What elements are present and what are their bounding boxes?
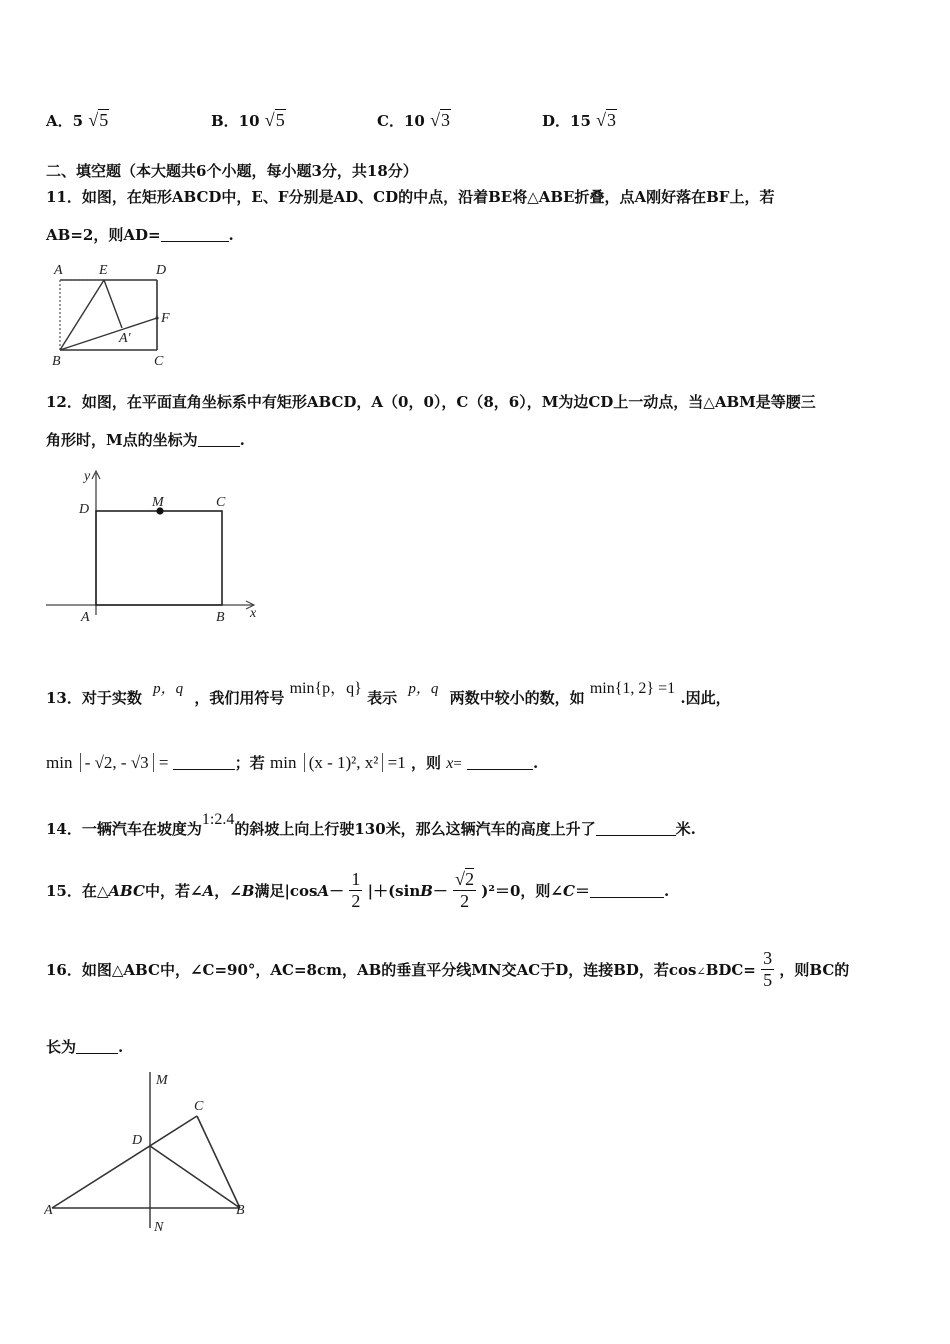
sqrt: √5: [264, 110, 285, 130]
label-A: A: [54, 263, 63, 278]
answer-blank: [198, 432, 240, 447]
q16-line2: 长为 .: [46, 1038, 124, 1056]
fraction-one-half: $\frac{1}{2}$: [351, 869, 361, 911]
label-A: A: [81, 610, 90, 625]
q13-line2: min - √2, - √3 = ；若 min (x - 1)², x² =1 ，则 x= .: [46, 753, 539, 772]
label-y: y: [84, 469, 91, 484]
sqrt: √3: [596, 110, 617, 130]
label-C: C: [194, 1099, 204, 1114]
option-d: D．15 √3: [542, 110, 617, 130]
label-x: x: [250, 606, 257, 621]
answer-blank: [76, 1039, 118, 1054]
segment-AC: [52, 1116, 197, 1208]
answer-blank: [596, 821, 676, 836]
label-B: B: [52, 354, 61, 369]
point-F: [155, 316, 158, 319]
segment-CB: [197, 1116, 240, 1208]
q16-line1: 16．如图△ABC中，∠C=90°，AC=8cm，AB的垂直平分线MN交AC于D，连接BD，若cos∠BDC= $\frac{3}{5}$ ，则BC的: [46, 948, 850, 990]
label-D: D: [156, 263, 167, 278]
fraction-three-fifths: $\frac{3}{5}$: [763, 948, 773, 990]
q15: 15．在△ABC中，若∠A，∠B满足|cosA－ $\frac{1}{2}$ |＋(sinB－ $\frac{√2}{2}$ )²＝0，则∠C＝ .: [46, 869, 670, 911]
label-C: C: [216, 495, 226, 510]
fold-BE: [60, 280, 104, 350]
edge-EA2: [104, 280, 122, 328]
label-D: D: [132, 1133, 143, 1148]
label-F: F: [161, 311, 170, 326]
label-C: C: [154, 354, 164, 369]
q11-figure: [46, 258, 186, 370]
q12-figure: [44, 465, 269, 630]
line-BF: [60, 318, 157, 350]
answer-blank: [161, 227, 229, 242]
sqrt: √5: [88, 110, 109, 130]
label-M: M: [156, 1073, 168, 1088]
label-B: B: [216, 610, 225, 625]
section-title: 二、填空题（本大题共6个小题，每小题3分，共18分）: [46, 162, 418, 180]
answer-blank: [467, 755, 533, 770]
fraction-root2-over-2: $\frac{√2}{2}$: [455, 869, 475, 911]
segment-DB: [150, 1146, 240, 1208]
label-N: N: [154, 1220, 164, 1235]
label-E: E: [99, 263, 108, 278]
q12-line2: 角形时，M点的坐标为 .: [46, 431, 245, 449]
q13-line1: 13．对于实数 p，q ，我们用符号 min{p，q} 表示 p，q 两数中较小的数，如 min{1, 2} =1 .因此，: [46, 680, 731, 707]
label-M: M: [152, 495, 164, 510]
rectangle-ABCD: [96, 511, 222, 605]
label-B: B: [236, 1203, 245, 1218]
q14: 14．一辆汽车在坡度为1:2.4的斜坡上向上行驶130米，那么这辆汽车的高度上升了 米.: [46, 811, 696, 838]
q11-line1: 11．如图，在矩形ABCD中，E、F分别是AD、CD的中点，沿着BE将△ABE折叠，点A刚好落在BF上，若: [46, 188, 775, 206]
sqrt: √3: [430, 110, 450, 130]
answer-blank: [590, 883, 664, 898]
option-b: B．10 √5: [211, 110, 285, 130]
label-A: A: [44, 1203, 53, 1218]
q16-figure: [44, 1068, 254, 1236]
option-c: C．10 √3: [377, 110, 450, 130]
label-A-prime: A′: [119, 331, 131, 346]
q12-line1: 12．如图，在平面直角坐标系中有矩形ABCD，A（0，0），C（8，6），M为边CD上一动点，当△ABM是等腰三: [46, 393, 816, 411]
label-D: D: [79, 502, 90, 517]
option-a: A．5 √5: [46, 110, 109, 130]
q11-line2: AB=2，则AD= .: [46, 226, 234, 244]
answer-blank: [173, 755, 235, 770]
